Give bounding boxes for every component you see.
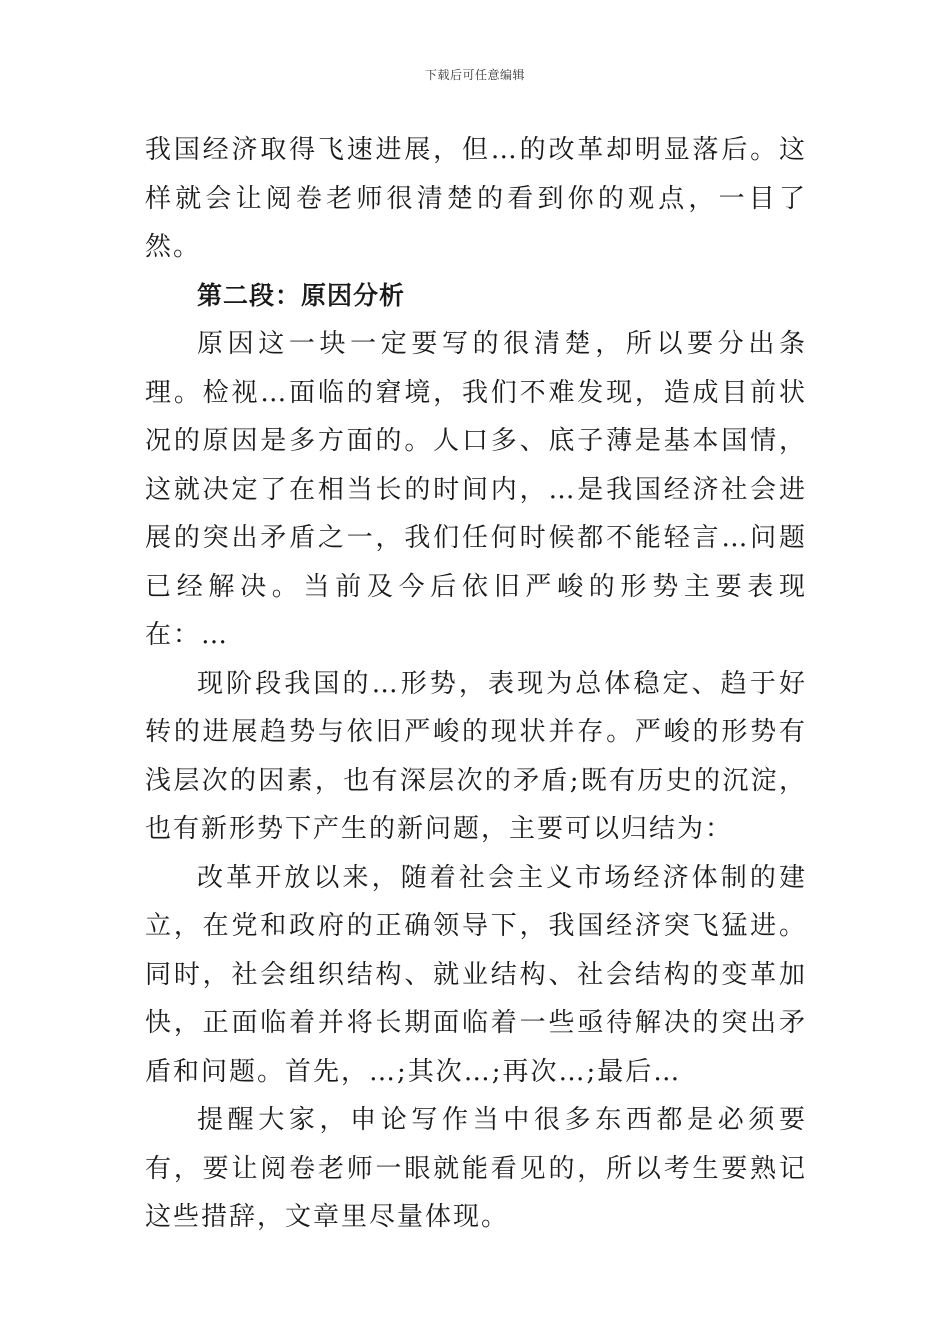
page-header: 下载后可任意编辑 — [424, 68, 525, 82]
paragraph-intro-continuation: 我国经济取得飞速进展，但…的改革却明显落后。这样就会让阅卷老师很清楚的看到你的观点，一目了然。 — [145, 135, 807, 262]
paragraph-reminder: 提醒大家，申论写作当中很多东西都是必须要有，要让阅卷老师一眼就能看见的，所以考生要熟记这些措辞，文章里尽量体现。 — [145, 1105, 807, 1232]
paragraph-reform-context: 改革开放以来，随着社会主义市场经济体制的建立，在党和政府的正确领导下，我国经济突飞猛进。同时，社会组织结构、就业结构、社会结构的变革加快，正面临着并将长期面临着一些亟待解决的突出矛盾和问题。首先，…;其次…;再次…;最后… — [145, 862, 807, 1087]
section-heading: 第二段：原因分析 — [197, 280, 406, 310]
paragraph-current-situation: 现阶段我国的…形势，表现为总体稳定、趋于好转的进展趋势与依旧严峻的现状并存。严峻的形势有浅层次的因素，也有深层次的矛盾;既有历史的沉淀，也有新形势下产生的新问题，主要可以归结为： — [145, 668, 807, 844]
paragraph-cause-overview: 原因这一块一定要写的很清楚，所以要分出条理。检视…面临的窘境，我们不难发现，造成目前状况的原因是多方面的。人口多、底子薄是基本国情，这就决定了在相当长的时间内，…是我国经济社会进展的突出矛盾之一，我们任何时候都不能轻言…问题已经解决。当前及今后依旧严峻的形势主要表现在：… — [145, 329, 807, 650]
document-body — [145, 126, 807, 1242]
